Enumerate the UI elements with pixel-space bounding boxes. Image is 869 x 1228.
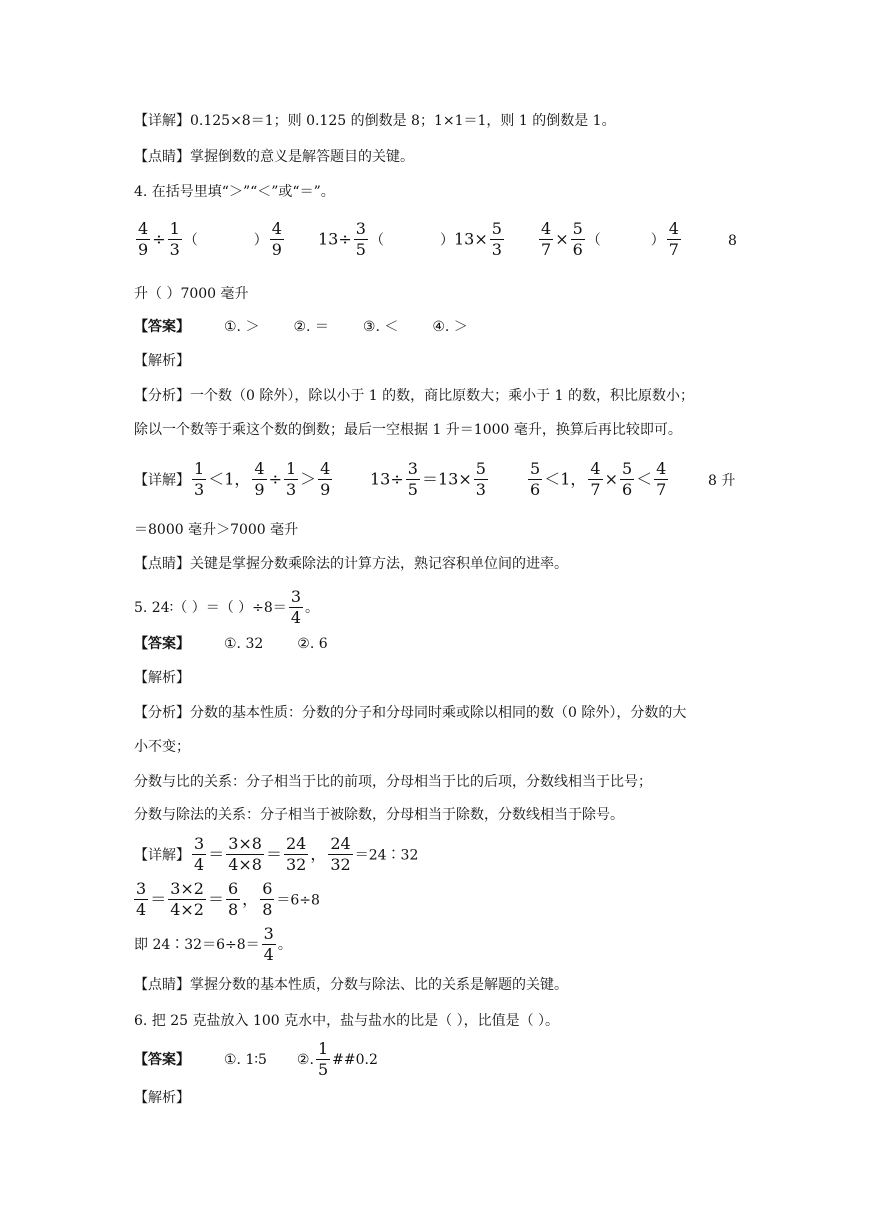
q4-detail-c: $\frac{5}{6}$ ＜1， $\frac{4}{7}$ × $\frac{5}{6}$ ＜ $\frac{4}{7}$	[530, 459, 667, 500]
fraction: $\frac{4}{9}$	[254, 459, 265, 500]
fraction: $\frac{5}{6}$	[530, 459, 541, 500]
fraction: $\frac{1}{3}$	[285, 459, 297, 500]
fraction: $\frac{24}{32}$	[330, 834, 351, 875]
prev-detail: 【详解】0.125×8＝1；则 0.125 的倒数是 8；1×1＝1，则 1 的倒数是 1。	[134, 113, 616, 129]
fraction: $\frac{4}{9}$	[271, 219, 282, 260]
fraction: $\frac{6}{8}$	[227, 879, 239, 920]
fraction: $\frac{3\times 2}{4\times 2}$	[170, 879, 204, 920]
fraction: $\frac{5}{6}$	[572, 219, 583, 260]
fraction: $\frac{4}{7}$	[590, 459, 601, 500]
q4-detail: 【详解】 $\frac{1}{3}$ ＜1， $\frac{4}{9}$ ÷ $\frac{1}{3}$ ＞ $\frac{4}{9}$	[134, 459, 331, 500]
q5-detail-line1: 【详解】 $\frac{3}{4}$ ＝ $\frac{3\times 8}{4\times 8}$ ＝ $\frac{24}{32}$ ， $\frac{24}{32}$ ＝24∶32	[134, 834, 419, 875]
q6-title: 6. 把 25 克盐放入 100 克水中，盐与盐水的比是（ ），比值是（ ）。	[134, 1013, 560, 1029]
fraction: $\frac{5}{6}$	[621, 459, 633, 500]
fraction: $\frac{3}{4}$	[290, 587, 301, 628]
q4-detail-line2: ＝8000 毫升＞7000 毫升	[134, 522, 299, 538]
q6-answer: 【答案】 ①. 1∶5 ②. $\frac{1}{5}$ ##0.2	[134, 1039, 378, 1080]
fraction: $\frac{5}{3}$	[491, 219, 502, 260]
q4-analysis-label: 【解析】	[134, 353, 190, 369]
q4-expression-b: 13÷ $\frac{3}{5}$ （ ）13× $\frac{5}{3}$	[318, 219, 502, 260]
q4-detail-b: 13÷ $\frac{3}{5}$ ＝13× $\frac{5}{3}$	[370, 459, 486, 500]
prev-point: 【点睛】掌握倒数的意义是解答题目的关键。	[134, 149, 414, 165]
fraction: $\frac{4}{7}$	[668, 219, 679, 260]
q4-analysis1: 【分析】一个数（0 除外），除以小于 1 的数，商比原数大；乘小于 1 的数，积比原数小；	[134, 388, 694, 404]
fraction: $\frac{1}{5}$	[317, 1039, 329, 1080]
q5-analysis3: 分数与比的关系：分子相当于比的前项，分母相当于比的后项，分数线相当于比号；	[134, 774, 652, 790]
fraction: $\frac{3\times 8}{4\times 8}$	[228, 834, 262, 875]
fraction: $\frac{4}{9}$	[320, 459, 331, 500]
q5-point: 【点睛】掌握分数的基本性质，分数与除法、比的关系是解题的关键。	[134, 977, 568, 993]
fraction: $\frac{3}{4}$	[194, 834, 205, 875]
q4-line2: 升（ ）7000 毫升	[134, 286, 249, 302]
fraction: $\frac{4}{7}$	[541, 219, 552, 260]
q6-analysis-label: 【解析】	[134, 1090, 190, 1106]
q5-analysis1: 【分析】分数的基本性质：分数的分子和分母同时乘或除以相同的数（0 除外），分数的大	[134, 705, 687, 721]
q5-detail-line3: 即 24∶32＝6÷8＝ $\frac{3}{4}$ 。	[134, 924, 292, 965]
q4-title: 4. 在括号里填“＞”“＜”或“＝”。	[134, 184, 335, 200]
q4-analysis2: 除以一个数等于乘这个数的倒数；最后一空根据 1 升＝1000 毫升，换算后再比较即可。	[134, 422, 682, 438]
fraction: $\frac{3}{4}$	[136, 879, 147, 920]
fraction: $\frac{1}{3}$	[169, 219, 180, 260]
fraction: $\frac{5}{3}$	[475, 459, 486, 500]
q5-analysis2: 小不变；	[134, 739, 190, 755]
q4-point: 【点睛】关键是掌握分数乘除法的计算方法，熟记容积单位间的进率。	[134, 556, 568, 572]
q5-answer: 【答案】 ①. 32 ②. 6	[134, 636, 328, 652]
q5-title: 5. 24∶（ ）＝（ ）÷8＝ $\frac{3}{4}$ 。	[134, 587, 319, 628]
q4-detail-d: 8 升	[708, 473, 736, 489]
q4-answer: 【答案】 ①. ＞ ②. ＝ ③. ＜ ④. ＞	[134, 319, 468, 335]
fraction: $\frac{6}{8}$	[262, 879, 273, 920]
q4-expression-d: 8	[728, 233, 737, 249]
fraction: $\frac{3}{4}$	[263, 924, 274, 965]
fraction: $\frac{3}{5}$	[355, 219, 366, 260]
q4-expression-c: $\frac{4}{7}$ × $\frac{5}{6}$ （ ） $\frac{4}{7}$	[541, 219, 679, 260]
fraction: $\frac{24}{32}$	[285, 834, 307, 875]
fraction: $\frac{4}{7}$	[656, 459, 667, 500]
fraction: $\frac{1}{3}$	[194, 459, 205, 500]
fraction: $\frac{3}{5}$	[407, 459, 418, 500]
q5-analysis4: 分数与除法的关系：分子相当于被除数，分母相当于除数，分数线相当于除号。	[134, 807, 624, 823]
q4-expression-a: $\frac{4}{9}$ ÷ $\frac{1}{3}$ （ ） $\frac{4}{9}$	[138, 219, 282, 260]
fraction: $\frac{4}{9}$	[138, 219, 149, 260]
q5-detail-line2: $\frac{3}{4}$ ＝ $\frac{3\times 2}{4\times 2}$ ＝ $\frac{6}{8}$ ， $\frac{6}{8}$ ＝6÷8	[136, 879, 320, 920]
q5-analysis-label: 【解析】	[134, 670, 190, 686]
